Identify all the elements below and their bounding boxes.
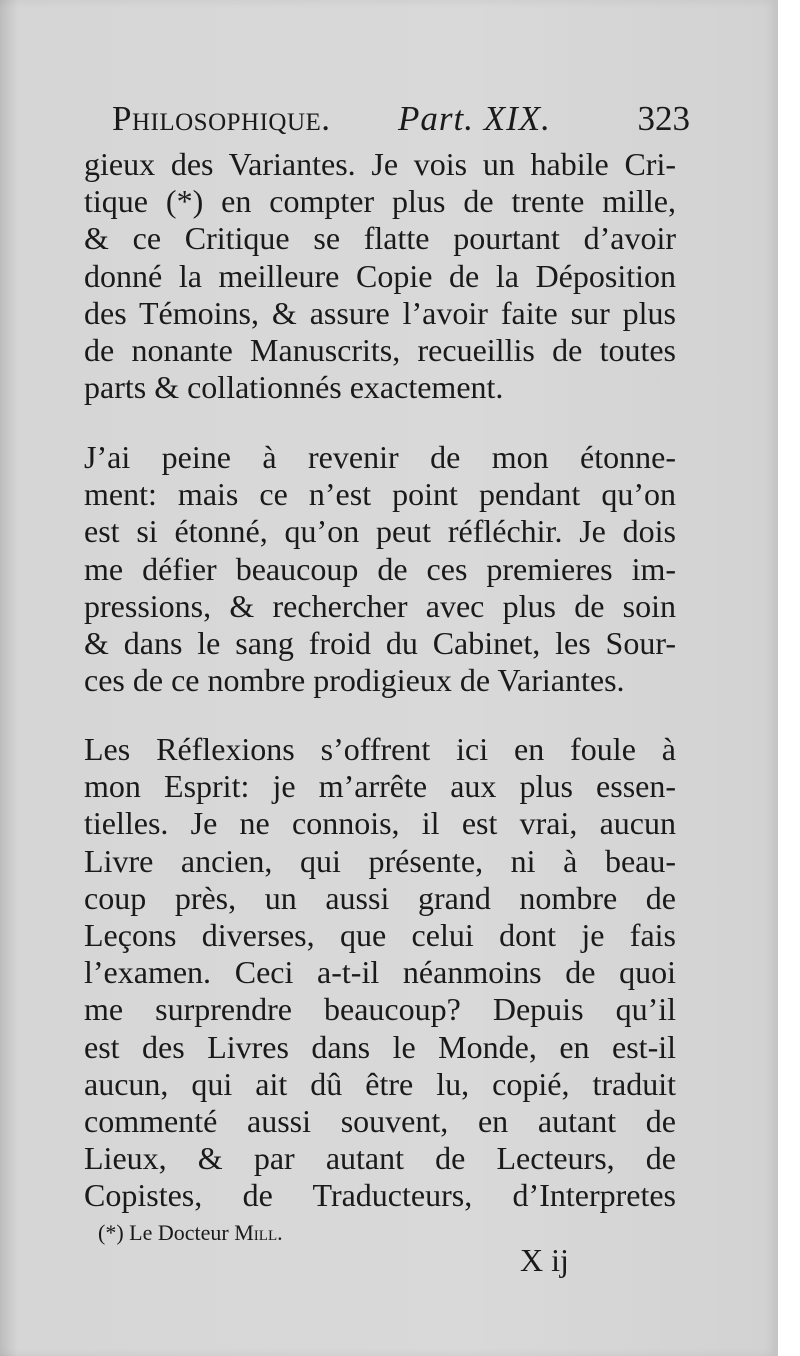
text-line: des Témoins, & assure l’avoir faite sur plus: [84, 294, 676, 331]
text-line: ment: mais ce n’est point pendant qu’on: [84, 476, 676, 513]
footnote-marker: (*): [98, 1220, 124, 1245]
text-line: Copistes, de Traducteurs, d’Interpretes: [84, 1177, 676, 1214]
text-line: parts & collationnés exactement.: [84, 369, 504, 406]
text-line: de nonante Manuscrits, recueillis de toutes: [84, 331, 676, 368]
paragraph-3: [84, 731, 676, 1214]
text-line: pressions, & rechercher avec plus de soin: [84, 587, 676, 624]
text-line: Leçons diverses, que celui dont je fais: [84, 916, 676, 953]
paragraph-2: [84, 439, 676, 699]
footnote-name: Mill.: [234, 1220, 283, 1245]
running-header: [112, 94, 690, 144]
page-number: 323: [637, 99, 690, 138]
paragraph-1: [84, 146, 676, 406]
text-line: est si étonné, qu’on peut réfléchir. Je dois: [84, 513, 676, 550]
text-line: est des Livres dans le Monde, en est-il: [84, 1028, 676, 1065]
text-line: tique (*) en compter plus de trente mille,: [84, 183, 676, 220]
footnote-text: Le Docteur: [129, 1220, 229, 1245]
text-line: Livre ancien, qui présente, ni à beau-: [84, 842, 676, 879]
text-line: coup près, un aussi grand nombre de: [84, 879, 676, 916]
text-line: & ce Critique se flatte pourtant d’avoir: [84, 220, 676, 257]
footnote: [98, 1218, 283, 1248]
text-line: ces de ce nombre prodigieux de Variantes.: [84, 662, 625, 699]
text-line: J’ai peine à revenir de mon étonne-: [84, 439, 676, 475]
text-line: me surprendre beaucoup? Depuis qu’il: [84, 991, 676, 1028]
signature-mark: X ij: [520, 1242, 569, 1278]
text-line: gieux des Variantes. Je vois un habile Cri-: [84, 146, 676, 182]
part-label: Part. XIX.: [398, 99, 551, 138]
text-line: l’examen. Ceci a-t-il néanmoins de quoi: [84, 954, 676, 991]
text-line: Lieux, & par autant de Lecteurs, de: [84, 1140, 676, 1177]
text-line: Les Réflexions s’offrent ici en foule à: [84, 731, 676, 767]
text-line: & dans le sang froid du Cabinet, les Sour-: [84, 624, 676, 661]
text-line: aucun, qui ait dû être lu, copié, traduit: [84, 1065, 676, 1102]
running-title: Philosophique.: [112, 99, 331, 138]
text-line: me défier beaucoup de ces premieres im-: [84, 550, 676, 587]
text-line: mon Esprit: je m’arrête aux plus essen-: [84, 768, 676, 805]
text-line: tielles. Je ne connois, il est vrai, aucun: [84, 805, 676, 842]
text-line: commenté aussi souvent, en autant de: [84, 1102, 676, 1139]
text-line: donné la meilleure Copie de la Déposition: [84, 257, 676, 294]
